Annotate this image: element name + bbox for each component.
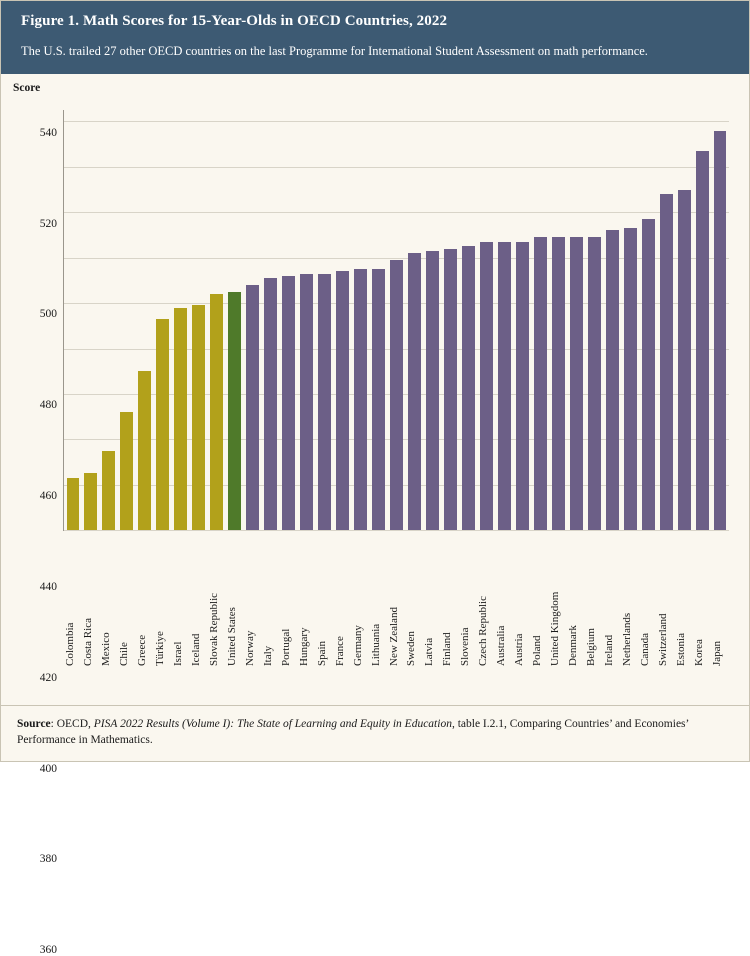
x-axis-tick-label: Denmark [567, 625, 580, 667]
x-axis-tick-label: Poland [531, 635, 544, 667]
bar [660, 194, 673, 530]
bar [678, 190, 691, 531]
x-axis-tick-label: Latvia [423, 638, 436, 667]
x-axis-tick-label: Türkiye [153, 631, 166, 667]
x-axis-tick-label: Chile [117, 642, 130, 667]
source-pre: : OECD, [50, 717, 94, 730]
x-axis-tick-label: Japan [711, 641, 723, 667]
x-axis-tick-label: Portugal [279, 628, 292, 667]
x-axis-tick-label: Germany [351, 625, 364, 667]
bar [300, 274, 313, 531]
x-axis-tick-label: Slovak Republic [207, 593, 220, 667]
y-axis-tick-label: 440 [39, 580, 57, 593]
bar [696, 151, 709, 530]
x-axis-tick-label: Italy [261, 645, 274, 667]
x-axis-tick-label: Estonia [675, 633, 688, 667]
bar [516, 242, 529, 530]
x-axis-tick-label: United States [225, 607, 238, 667]
y-axis-tick-label: 400 [39, 762, 57, 775]
x-axis-tick-label: Ireland [603, 634, 616, 667]
x-axis-tick-label: Mexico [99, 632, 112, 667]
x-axis-tick-label: Austria [513, 633, 526, 667]
x-axis-tick-label: Israel [171, 641, 184, 667]
y-axis-tick-label: 360 [39, 944, 57, 956]
y-axis-tick-label: 380 [39, 853, 57, 866]
x-axis-tick-label: Switzerland [657, 613, 670, 667]
bar [156, 319, 169, 530]
x-axis-tick-label: Czech Republic [477, 596, 490, 667]
x-axis-tick-label: Norway [243, 630, 256, 667]
x-axis-tick-label: Canada [639, 633, 652, 667]
bar [570, 237, 583, 530]
bar [336, 271, 349, 530]
bar [408, 253, 421, 530]
x-axis-tick-label: Netherlands [621, 612, 634, 667]
y-axis-tick-label: 520 [39, 217, 57, 230]
x-axis-labels [63, 538, 728, 668]
bar [462, 246, 475, 530]
x-axis-tick-label: New Zealand [387, 607, 400, 667]
x-axis-tick-label: Australia [495, 625, 508, 667]
bar [192, 305, 205, 530]
bar [174, 308, 187, 530]
x-axis-tick-label: Lithuania [369, 623, 382, 667]
x-axis-tick-label: Greece [135, 634, 148, 667]
x-axis-tick-label: Belgium [585, 628, 598, 667]
x-axis-tick-label: Slovenia [459, 627, 472, 667]
y-axis-tick-label: 480 [39, 399, 57, 412]
x-axis-tick-label: Colombia [63, 622, 76, 667]
bar [120, 412, 133, 530]
source-label: Source [17, 717, 51, 730]
bar [624, 228, 637, 530]
bar [264, 278, 277, 530]
x-axis-tick-label: Costa Rica [81, 618, 94, 667]
bar [372, 269, 385, 530]
bar [282, 276, 295, 530]
x-axis-tick-label: Spain [315, 641, 328, 667]
bar [498, 242, 511, 530]
bar [67, 478, 80, 530]
bar [480, 242, 493, 530]
bar [354, 269, 367, 530]
x-axis-tick-label: Hungary [297, 627, 310, 667]
bar [210, 294, 223, 530]
x-axis-tick-label: Sweden [405, 631, 418, 667]
x-axis-tick-label: Finland [441, 632, 454, 667]
y-axis-title: Score [13, 82, 41, 95]
x-axis-tick-label: Iceland [189, 633, 202, 667]
figure-header [1, 1, 749, 74]
x-axis-tick-label: Korea [693, 639, 706, 667]
x-axis-tick-label: United Kingdom [549, 591, 562, 667]
bar [102, 451, 115, 530]
bar [390, 260, 403, 530]
y-axis-tick-label: 500 [39, 308, 57, 321]
bar [534, 237, 547, 530]
figure-title: Figure 1. Math Scores for 15-Year-Olds in OECD Countries, 2022 [21, 13, 448, 29]
bar [228, 292, 241, 530]
bar [246, 285, 259, 530]
bar [606, 230, 619, 530]
bar [138, 371, 151, 530]
bar [426, 251, 439, 530]
x-axis-tick-label: France [333, 636, 346, 667]
figure-source-note [1, 705, 749, 761]
bar [642, 219, 655, 530]
bar [84, 473, 97, 530]
y-axis-tick-label: 420 [39, 671, 57, 684]
bar [552, 237, 565, 530]
source-title: PISA 2022 Results (Volume I): The State of Learning and Equity in Education [93, 717, 452, 730]
bar [444, 249, 457, 531]
source-post: , table I.2.1, Comparing Countries’ and Economies’ Performance in Mathematics. [17, 717, 689, 747]
bar [588, 237, 601, 530]
figure-subtitle: The U.S. trailed 27 other OECD countries on the last Programme for International Student Assessment on math performance. [21, 44, 648, 58]
bar [714, 131, 727, 531]
y-axis-tick-label: 540 [39, 126, 57, 139]
bars-container [64, 110, 729, 530]
bar [318, 274, 331, 531]
y-axis-tick-label: 460 [39, 490, 57, 503]
